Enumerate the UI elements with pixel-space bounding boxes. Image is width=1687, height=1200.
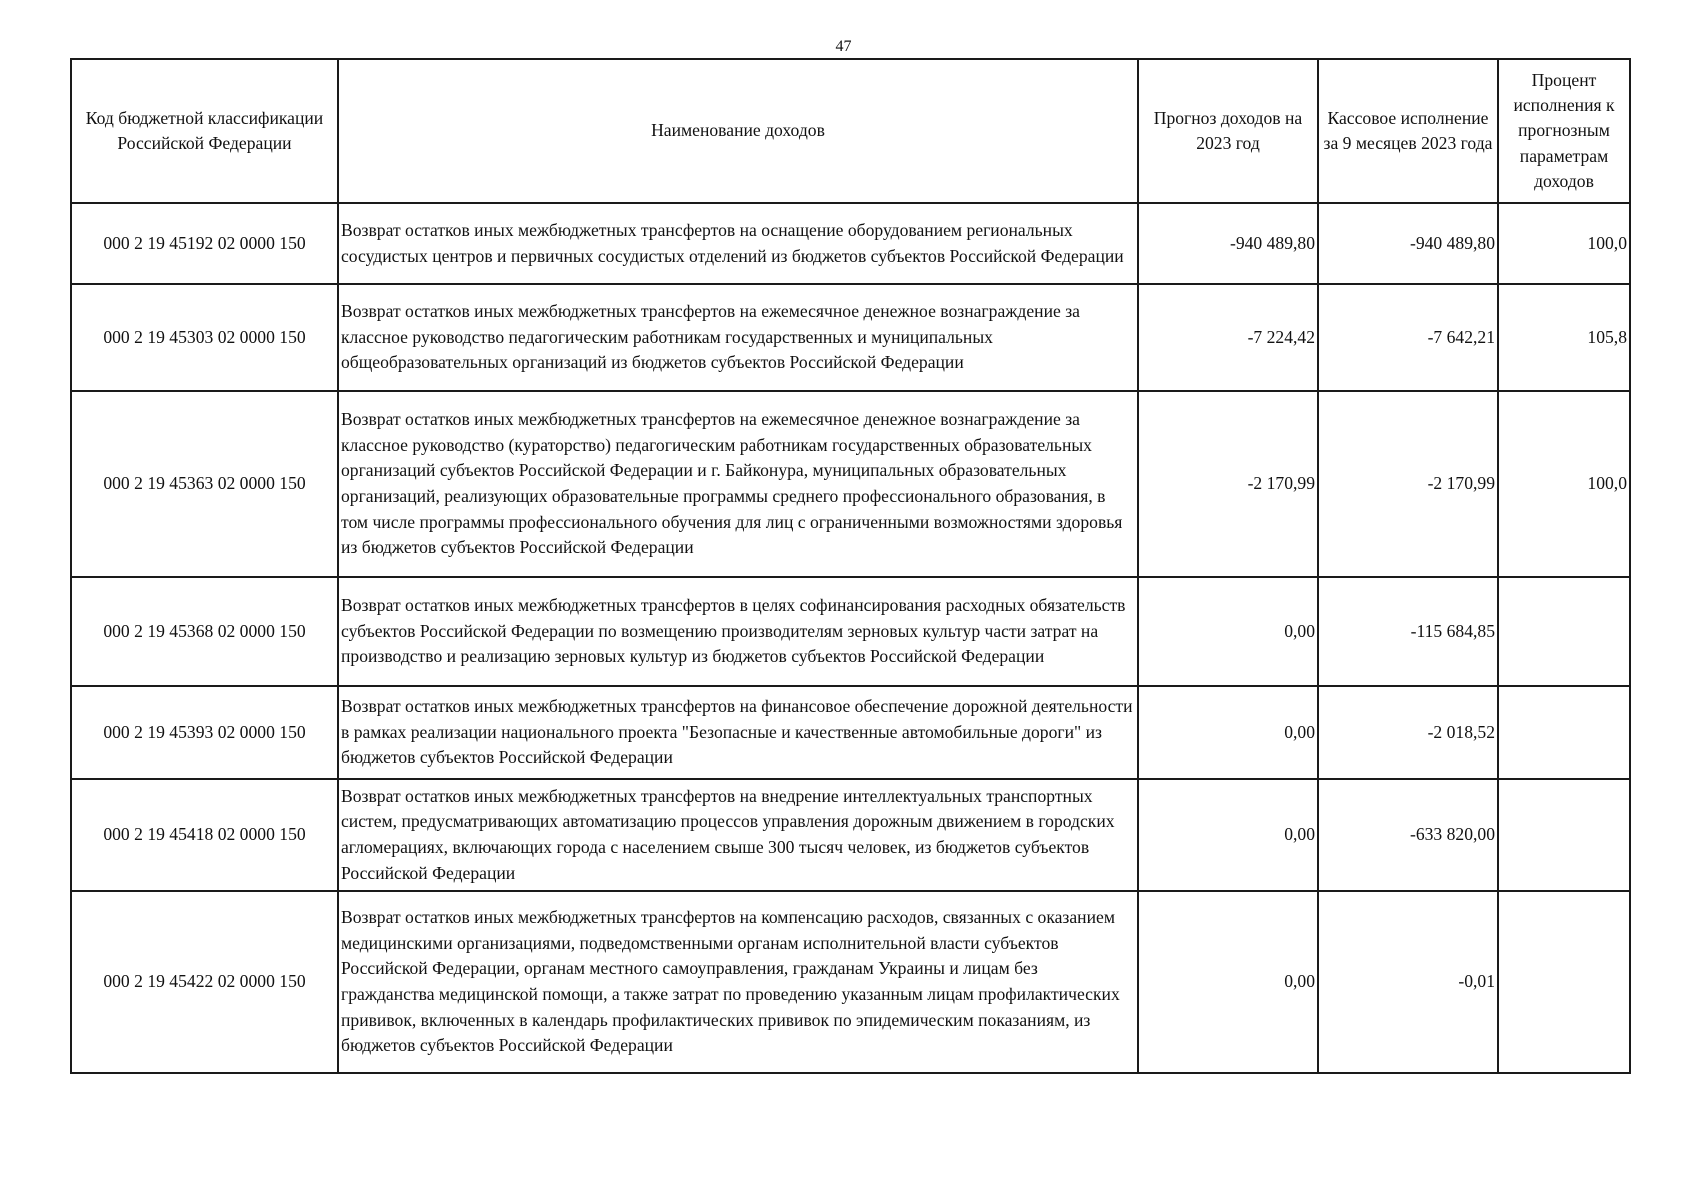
cell-code: 000 2 19 45303 02 0000 150 — [71, 284, 338, 391]
cell-execution: -940 489,80 — [1318, 203, 1498, 284]
table-row — [71, 891, 1630, 1073]
cell-code: 000 2 19 45393 02 0000 150 — [71, 686, 338, 779]
cell-code: 000 2 19 45418 02 0000 150 — [71, 779, 338, 891]
header-plan: Прогноз доходов на 2023 год — [1138, 59, 1318, 203]
table-row — [71, 779, 1630, 891]
cell-percent — [1498, 577, 1630, 686]
cell-plan: 0,00 — [1138, 686, 1318, 779]
cell-execution: -7 642,21 — [1318, 284, 1498, 391]
header-execution: Кассовое исполнение за 9 месяцев 2023 года — [1318, 59, 1498, 203]
header-percent: Процент исполнения к прогнозным параметрам доходов — [1498, 59, 1630, 203]
cell-name: Возврат остатков иных межбюджетных трансфертов на внедрение интеллектуальных транспортных систем, предусматривающих автоматизацию процессов управления дорожным движением в городских агломерациях, включающих города с населением свыше 300 тысяч человек, из бюджетов субъектов Российской Федерации — [338, 779, 1138, 891]
cell-name: Возврат остатков иных межбюджетных трансфертов на финансовое обеспечение дорожной деятельности в рамках реализации национального проекта "Безопасные и качественные автомобильные дороги" из бюджетов субъектов Российской Федерации — [338, 686, 1138, 779]
cell-name: Возврат остатков иных межбюджетных трансфертов в целях софинансирования расходных обязательств субъектов Российской Федерации по возмещению производителям зерновых культур части затрат на производство и реализацию зерновых культур из бюджетов субъектов Российской Федерации — [338, 577, 1138, 686]
page-number: 47 — [835, 38, 852, 55]
cell-name: Возврат остатков иных межбюджетных трансфертов на оснащение оборудованием региональных сосудистых центров и первичных сосудистых отделений из бюджетов субъектов Российской Федерации — [338, 203, 1138, 284]
cell-percent: 100,0 — [1498, 203, 1630, 284]
cell-name: Возврат остатков иных межбюджетных трансфертов на ежемесячное денежное вознаграждение за классное руководство (кураторство) педагогическим работникам государственных образовательных организаций субъектов Российской Федерации и г. Байконура, муниципальных образовательных организаций, реализующих образовательные программы среднего профессионального образования, в том числе программы профессионального обучения для лиц с ограниченными возможностями здоровья из бюджетов субъектов Российской Федерации — [338, 391, 1138, 577]
cell-execution: -0,01 — [1318, 891, 1498, 1073]
table-row — [71, 284, 1630, 391]
table-header — [71, 59, 1630, 203]
cell-plan: -940 489,80 — [1138, 203, 1318, 284]
cell-code: 000 2 19 45363 02 0000 150 — [71, 391, 338, 577]
cell-percent — [1498, 779, 1630, 891]
cell-percent: 100,0 — [1498, 391, 1630, 577]
cell-percent: 105,8 — [1498, 284, 1630, 391]
table-row — [71, 577, 1630, 686]
cell-percent — [1498, 686, 1630, 779]
cell-name: Возврат остатков иных межбюджетных трансфертов на ежемесячное денежное вознаграждение за классное руководство педагогическим работникам государственных и муниципальных общеобразовательных организаций из бюджетов субъектов Российской Федерации — [338, 284, 1138, 391]
cell-code: 000 2 19 45192 02 0000 150 — [71, 203, 338, 284]
header-row — [71, 59, 1630, 203]
table-row — [71, 686, 1630, 779]
revenue-table — [70, 58, 1631, 1074]
cell-code: 000 2 19 45368 02 0000 150 — [71, 577, 338, 686]
table-body — [71, 203, 1630, 1073]
cell-plan: 0,00 — [1138, 779, 1318, 891]
cell-plan: 0,00 — [1138, 577, 1318, 686]
cell-execution: -2 018,52 — [1318, 686, 1498, 779]
cell-execution: -633 820,00 — [1318, 779, 1498, 891]
header-code: Код бюджетной классификации Российской Федерации — [71, 59, 338, 203]
cell-code: 000 2 19 45422 02 0000 150 — [71, 891, 338, 1073]
table-row — [71, 391, 1630, 577]
cell-percent — [1498, 891, 1630, 1073]
cell-plan: -2 170,99 — [1138, 391, 1318, 577]
header-name: Наименование доходов — [338, 59, 1138, 203]
cell-name: Возврат остатков иных межбюджетных трансфертов на компенсацию расходов, связанных с оказанием медицинскими организациями, подведомственными органам исполнительной власти субъектов Российской Федерации, органам местного самоуправления, гражданам Украины и лицам без гражданства медицинской помощи, а также затрат по проведению указанным лицам профилактических прививок, включенных в календарь профилактических прививок по эпидемическим показаниям, из бюджетов субъектов Российской Федерации — [338, 891, 1138, 1073]
table-row — [71, 203, 1630, 284]
cell-execution: -115 684,85 — [1318, 577, 1498, 686]
cell-execution: -2 170,99 — [1318, 391, 1498, 577]
cell-plan: -7 224,42 — [1138, 284, 1318, 391]
cell-plan: 0,00 — [1138, 891, 1318, 1073]
